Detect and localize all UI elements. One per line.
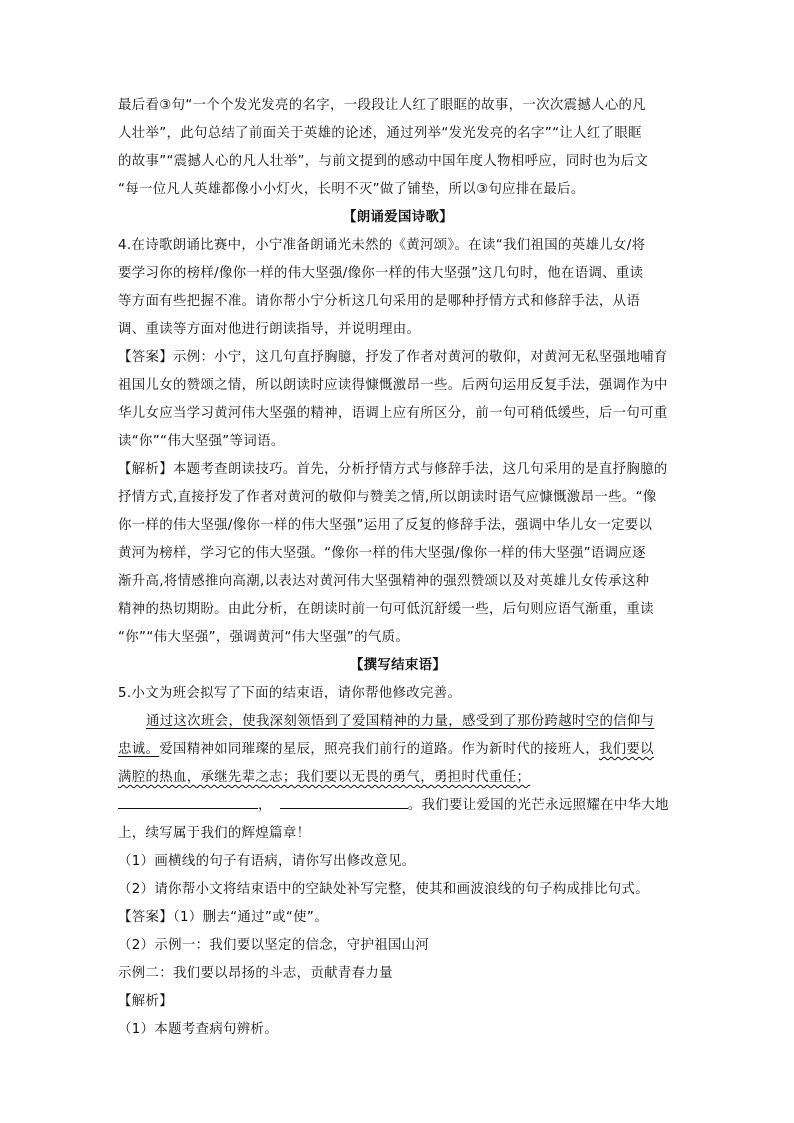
text-line: 示例二：我们要以昂扬的斗志，贡献青春力量 <box>118 966 393 981</box>
text-line: 华儿女应当学习黄河伟大坚强的精神，语调上应有所区分，前一句可稍低缓些，后一句可重 <box>118 406 668 421</box>
text-line: “每一位凡人英雄都像小小灯火，长明不灭”做了铺垫，所以③句应排在最后。 <box>118 182 585 197</box>
fill-blank-1 <box>118 794 258 809</box>
wavy-sentence-cont: 满腔的热血，承继先辈之志；我们要以无畏的勇气，勇担时代重任； <box>118 770 531 785</box>
analysis-5-label: 【解析】 <box>118 994 173 1009</box>
text-line: “你”“伟大坚强”，强调黄河“伟大坚强”的气质。 <box>118 630 410 645</box>
section-heading-closing: 【撰写结束语】 <box>349 658 447 673</box>
text-line: 祖国儿女的赞颂之情，所以朗读时应读得慷慨激昂一些。后两句运用反复手法，强调作为中 <box>118 378 668 393</box>
passage-line-2 <box>118 736 678 764</box>
section-heading-poetry: 【朗诵爱国诗歌】 <box>343 210 453 225</box>
question-5: 5.小文为班会拟写了下面的结束语，请你帮他修改完善。 <box>118 686 462 701</box>
underlined-sentence: 通过这次班会，使我深刻领悟到了爱国精神的力量，感受到了那份跨越时空的信仰与 <box>146 714 655 729</box>
text-line: （2）示例一：我们要以坚定的信念，守护祖国山河 <box>118 938 430 953</box>
text-line: 【解析】本题考查朗读技巧。首先，分析抒情方式与修辞手法，这几句采用的是直抒胸臆的 <box>118 462 668 477</box>
paragraph-prev-analysis <box>118 92 678 204</box>
wavy-sentence: 我们要以 <box>598 742 654 757</box>
text-line: 渐升高,将情感推向高潮,以表达对黄河伟大坚强精神的强烈赞颂以及对英雄儿女传承这种 <box>118 574 650 589</box>
text-line: 人壮举”，此句总结了前面关于英雄的论述，通过列举“发光发亮的名字”“让人红了眼眶 <box>118 126 642 141</box>
text-line: 读“你”“伟大坚强”等词语。 <box>118 434 285 449</box>
text-line: 等方面有些把握不准。请你帮小宁分析这几句采用的是哪种抒情方式和修辞手法，从语 <box>118 294 641 309</box>
analysis-5-text: （1）本题考查病句辨析。 <box>118 1022 279 1037</box>
document-body <box>118 92 678 1044</box>
passage-line-5: 上，续写属于我们的辉煌篇章！ <box>118 826 311 841</box>
question-4 <box>118 232 678 344</box>
text-line: 最后看③句“一个个发光发亮的名字，一段段让人红了眼眶的故事，一次次震撼人心的凡 <box>118 98 647 113</box>
fill-blank-2 <box>280 794 408 809</box>
answer-4 <box>118 344 678 456</box>
text-line: 你一样的伟大坚强/像你一样的伟大坚强”运用了反复的修辞手法，强调中华儿女一定要以 <box>118 518 653 533</box>
sub-question-1: （1）画横线的句子有语病，请你写出修改意见。 <box>118 854 416 869</box>
sub-question-2: （2）请你帮小文将结束语中的空缺处补写完整，使其和画波浪线的句子构成排比句式。 <box>118 882 650 897</box>
passage-text: 。我们要让爱国的光芒永远照耀在中华大地 <box>407 798 669 813</box>
blank-separator: ， <box>258 798 272 813</box>
text-line: 调、重读等方面对他进行朗读指导，并说明理由。 <box>118 322 421 337</box>
text-line: 抒情方式,直接抒发了作者对黄河的敬仰与赞美之情,所以朗读时语气应慷慨激昂一些。“像 <box>118 490 657 505</box>
text-line: 要学习你的榜样/像你一样的伟大坚强/像你一样的伟大坚强”这几句时，他在语调、重读 <box>118 266 644 281</box>
text-line: 精神的热切期盼。由此分析，在朗读时前一句可低沉舒缓一些，后句则应语气渐重，重读 <box>118 602 654 617</box>
text-line: 【答案】（1）删去“通过”或“使”。 <box>118 910 328 925</box>
passage-text: 爱国精神如同璀璨的星辰，照亮我们前行的道路。作为新时代的接班人， <box>159 742 599 757</box>
answer-5 <box>118 904 678 988</box>
closing-passage <box>118 708 678 848</box>
text-line: 的故事”“震撼人心的凡人壮举”，与前文提到的感动中国年度人物相呼应，同时也为后文 <box>118 154 649 169</box>
analysis-4 <box>118 456 678 652</box>
underlined-sentence-end: 忠诚。 <box>118 742 160 757</box>
passage-line-3 <box>118 764 678 792</box>
passage-line-4 <box>118 792 678 820</box>
passage-line-1 <box>118 708 678 736</box>
text-line: 黄河为榜样，学习它的伟大坚强。“像你一样的伟大坚强/像你一样的伟大坚强”语调应逐 <box>118 546 646 561</box>
text-line: 【答案】示例：小宁，这几句直抒胸臆，抒发了作者对黄河的敬仰，对黄河无私坚强地哺育 <box>118 350 668 365</box>
text-line: 4.在诗歌朗诵比赛中，小宁准备朗诵光未然的《黄河颂》。在读“我们祖国的英雄儿女/将 <box>118 238 646 253</box>
